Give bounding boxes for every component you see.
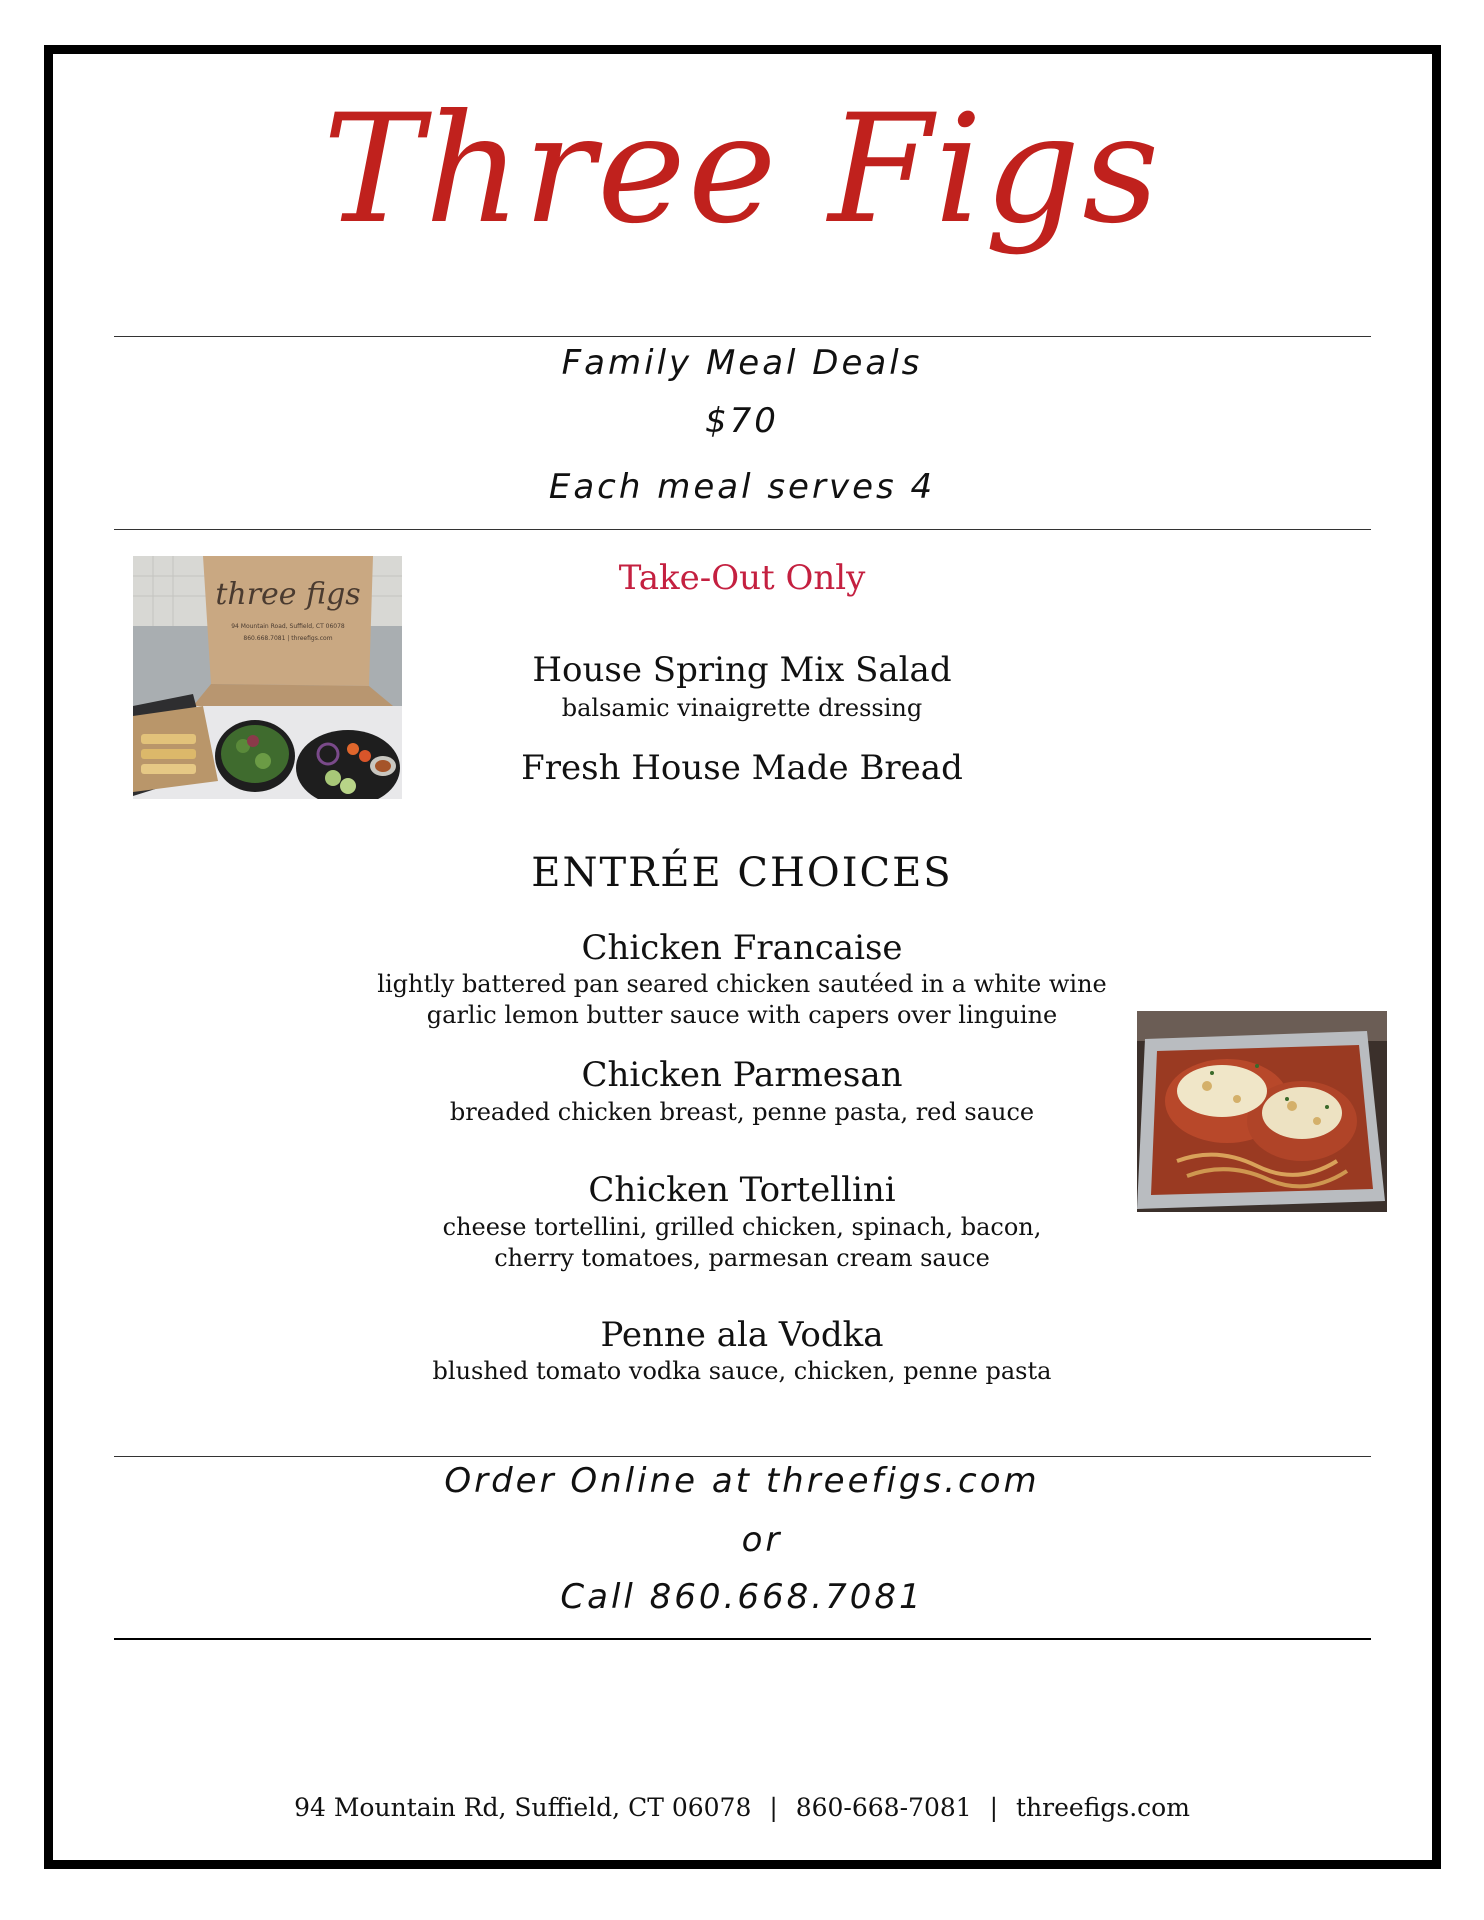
entree-name-parmesan: Chicken Parmesan	[581, 1055, 903, 1095]
entree-desc-vodka: blushed tomato vodka sauce, chicken, penne pasta	[432, 1357, 1052, 1385]
order-online: Order Online at threefigs.com	[444, 1461, 1040, 1501]
footer-separator: |	[769, 1793, 778, 1822]
footer-website[interactable]: threefigs.com	[1016, 1793, 1190, 1822]
box-brand-text: three figs	[215, 577, 361, 612]
entree-desc-parmesan: breaded chicken breast, penne pasta, red sauce	[449, 1098, 1035, 1126]
divider	[114, 336, 1371, 337]
promo-serves: Each meal serves 4	[548, 467, 936, 507]
box-address-text: 94 Mountain Road, Suffield, CT 06078	[231, 623, 345, 630]
footer-separator: |	[989, 1793, 999, 1822]
order-or: or	[741, 1520, 783, 1560]
entree-name-vodka: Penne ala Vodka	[600, 1315, 884, 1355]
footer-phone: 860-668-7081	[795, 1793, 972, 1822]
takeout-label: Take-Out Only	[618, 558, 866, 598]
entree-name-tortellini: Chicken Tortellini	[588, 1170, 896, 1210]
side-name-salad: House Spring Mix Salad	[532, 650, 952, 690]
divider	[114, 1456, 1371, 1457]
footer-contact	[0, 1793, 1484, 1822]
logo: Three Figs	[322, 83, 1162, 257]
promo-price: $70	[705, 401, 779, 441]
side-name-bread: Fresh House Made Bread	[521, 748, 963, 788]
divider	[114, 1638, 1371, 1640]
entrees-heading: ENTRÉE CHOICES	[531, 850, 953, 896]
footer-address: 94 Mountain Rd, Suffield, CT 06078	[294, 1793, 752, 1822]
box-contact-text: 860.668.7081 | threefigs.com	[243, 635, 333, 642]
side-desc-salad: balsamic vinaigrette dressing	[561, 694, 923, 722]
divider	[114, 529, 1371, 530]
entree-desc-francaise-2: garlic lemon butter sauce with capers over linguine	[426, 1001, 1058, 1029]
entree-desc-tortellini-1: cheese tortellini, grilled chicken, spinach, bacon,	[442, 1213, 1042, 1241]
chicken-parmesan-photo	[1137, 1011, 1387, 1212]
promo-title: Family Meal Deals	[561, 343, 923, 383]
entree-desc-francaise-1: lightly battered pan seared chicken sautéed in a white wine	[377, 970, 1107, 998]
entree-name-francaise: Chicken Francaise	[581, 928, 903, 968]
entree-desc-tortellini-2: cherry tomatoes, parmesan cream sauce	[494, 1244, 990, 1272]
order-call: Call 860.668.7081	[560, 1577, 924, 1617]
